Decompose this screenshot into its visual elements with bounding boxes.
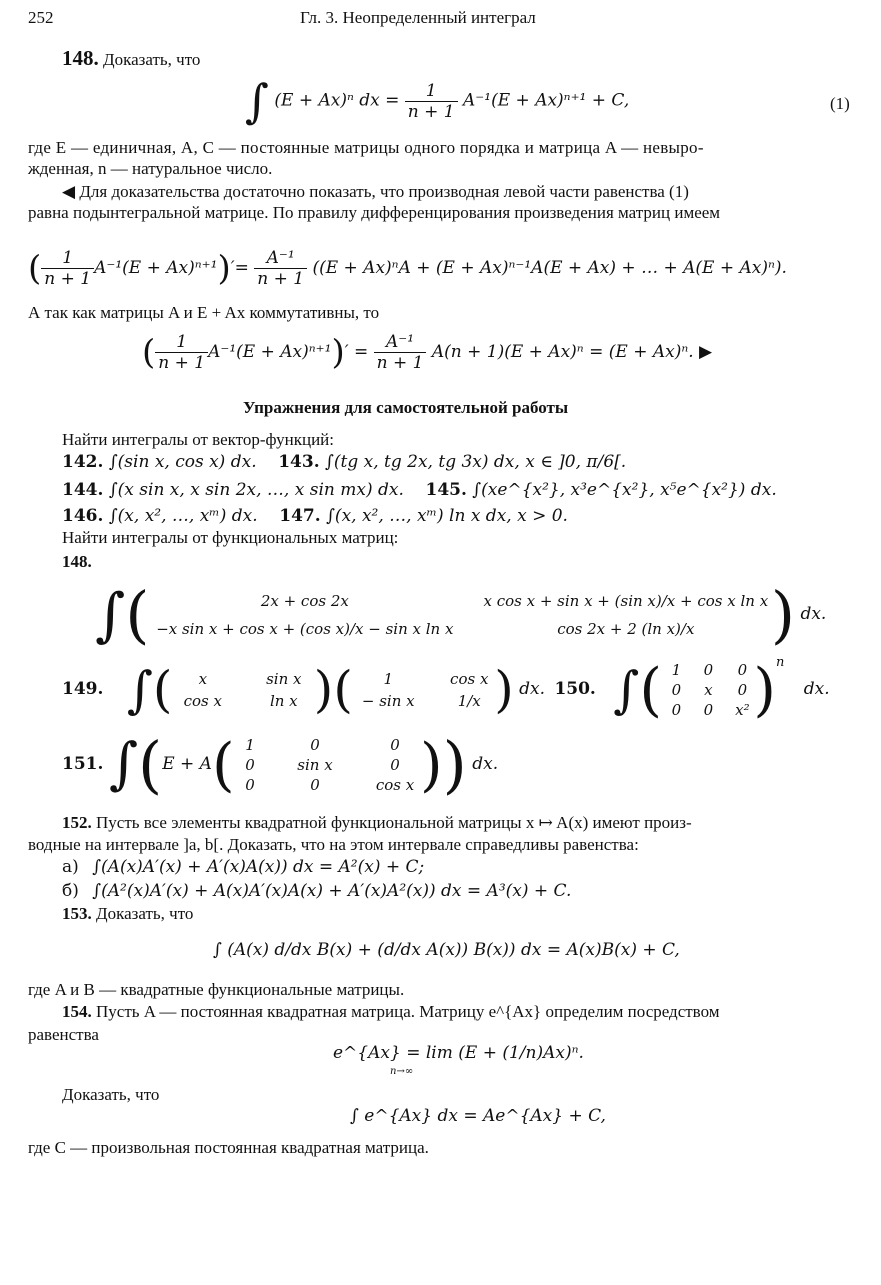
exercise-143: ∫(tg x, tg 2x, tg 3x) dx, x ∈ ]0, π/6[. [325,452,627,472]
problem-number: 154. [62,1002,92,1021]
chapter-title: Гл. 3. Неопределенный интеграл [300,8,536,27]
exercise-number: 150. [554,679,596,699]
equation: ∫(A(x)A′(x) + A′(x)A(x)) dx = A²(x) + C; [92,857,425,877]
where-line-2: жденная, n — натуральное число. [28,159,273,178]
exercise-number: 144. [62,480,104,500]
exercise-number: 146. [62,506,104,526]
problem-152-b [62,881,571,901]
matrix-151 [240,736,420,794]
problem-152-line-2: водные на интервале ]a, b[. Доказать, что на этом интервале справедливы равенства: [28,835,639,854]
matrix-cell: sin x [266,669,302,688]
problem-number: 148. [62,46,99,70]
problem-154-where: где C — произвольная постоянная квадратная матрица. [28,1138,429,1157]
matrix-149b [358,670,494,710]
exercise-148-formula: ∫( 2x + cos 2x x cos x + sin x + (sin x)/x + cos x ln x −x sin x + cos x + (cos x)/x − sin x ln x cos 2x + 2 (ln x)/x ) dx. [95,578,827,651]
exercise-144: ∫(x sin x, x sin 2x, …, x sin mx) dx. [108,480,404,500]
dx-label: dx. [519,679,546,699]
problem-152-a [62,857,424,877]
exercise-147: ∫(x, x², …, xᵐ) ln x dx, x > 0. [326,506,568,526]
exercise-151: 151. ∫(E + A( 1 0 0 0 sin x 0 0 0 cos x )) dx. [62,728,499,801]
matrix-cell: 0 [671,700,682,719]
equation-tag: (1) [830,94,850,113]
exercise-row-144 [62,480,777,500]
dx-label: dx. [472,754,499,774]
item-label: б) [62,881,79,901]
formula-154-def [333,1043,584,1063]
exercise-149-150: 149. ∫( x sin x cos x ln x )( 1 cos x − sin x 1/x ) dx. 150. ∫( 1 0 0 0 x 0 0 0 x² )$^n$ dx. [62,655,830,724]
matrix-cell: 1 [245,735,255,754]
problem-153 [62,904,193,924]
matrix-cell: x cos x + sin x + (sin x)/x + cos x ln x [483,591,769,610]
formula-148 [245,74,630,128]
matrix-cell: 0 [703,700,714,719]
matrix-cell: 0 [245,755,255,774]
exercise-number: 142. [62,452,104,472]
integral-sign: ∫ [245,74,269,128]
exercise-number: 147. [279,506,321,526]
proof-line-1 [62,182,689,202]
matrix-cell: cos 2x + 2 (ln x)/x [557,619,695,638]
matrix-cell: 0 [310,735,320,754]
exercise-148-number: 148. [62,552,92,571]
derivative-rhs: ((E + Ax)ⁿA + (E + Ax)ⁿ⁻¹A(E + Ax) + … + A(E + Ax)ⁿ). [312,258,787,278]
proof-start-icon: ◀ [62,182,76,201]
matrix-cell: sin x [297,755,333,774]
problem-154-line-1 [62,1002,720,1022]
exercise-number: 145. [425,480,467,500]
matrix-cell: 1 [671,660,682,679]
matrix-cell: 1 [383,669,393,688]
matrix-cell: x [198,669,208,688]
matrix-cell: 0 [737,680,748,699]
problem-intro: Доказать, что [103,50,201,69]
problem-text: Пусть все элементы квадратной функциональной матрицы x ↦ A(x) имеют произ- [96,813,692,832]
final-rhs: A(n + 1)(E + Ax)ⁿ = (E + Ax)ⁿ. [431,342,694,362]
exercise-146: ∫(x, x², …, xᵐ) dx. [108,506,258,526]
matrix-cell: cos x [450,669,489,688]
matrix-cell: 2x + cos 2x [260,591,349,610]
proof-line-2: равна подынтегральной матрице. По правилу дифференцирования произведения матриц имеем [28,203,721,222]
problem-148 [62,48,200,70]
exercise-145: ∫(xe^{x²}, x³e^{x²}, x⁵e^{x²}) dx. [472,480,777,500]
proof-end-icon: ▶ [699,342,713,362]
matrix-cell: x [704,680,713,699]
exercises-heading: Упражнения для самостоятельной работы [243,398,569,417]
matrix-150 [667,661,753,719]
matrix-cell: ln x [269,691,298,710]
matrix-cell: 1/x [457,691,481,710]
page-number: 252 [28,8,54,27]
exercise-row-146 [62,506,568,526]
matrix-cell: cos x [375,775,415,794]
matrix-149a [178,670,314,710]
problem-152-line-1 [62,813,692,833]
item-label: а) [62,857,79,877]
exercise-number: 143. [278,452,320,472]
formula-lhs: (E + Ax)ⁿ dx = [274,90,400,111]
fraction [405,81,458,122]
matrix-cell: 0 [703,660,714,679]
matrix-intro: Найти интегралы от функциональных матриц: [62,528,399,547]
fraction-numerator: 1 [405,81,458,102]
exercise-142: ∫(sin x, cos x) dx. [108,452,257,472]
derivative-formula: ( $\frac{1}{n + 1}$ A⁻¹(E + Ax)ⁿ⁺¹)′= $\frac{\text{A⁻¹}}{n + 1}$ ((E + Ax)ⁿA + (E + Ax)ⁿ⁻¹A(E + Ax) + … + A(E + Ax)ⁿ). [28,248,787,289]
problem-154-line-2: равенства [28,1025,99,1044]
problem-number: 153. [62,904,92,923]
matrix-cell: 0 [310,775,320,794]
exercise-row-142 [62,452,626,472]
exercise-number: 151. [62,754,104,774]
vector-intro: Найти интегралы от вектор-функций: [62,430,334,449]
formula-154: ∫ e^{Ax} dx = Ae^{Ax} + C, [350,1106,606,1126]
dx-label: dx. [803,679,830,699]
matrix-cell: cos x [183,691,222,710]
final-formula: ( $\frac{1}{n + 1}$ A⁻¹(E + Ax)ⁿ⁺¹)′ = $\frac{\text{A⁻¹}}{n + 1}$ A(n + 1)(E + Ax)ⁿ = (E + Ax)ⁿ. ▶ [142,332,713,373]
matrix-cell: 0 [737,660,748,679]
matrix-cell: x² [735,700,750,719]
definition: e^{Ax} = lim (E + (1/n)Ax)ⁿ. [333,1043,584,1063]
exercise-number: 149. [62,679,104,699]
problem-text: Пусть A — постоянная квадратная матрица. Матрицу e^{Ax} определим посредством [96,1002,720,1021]
matrix-cell: 0 [390,755,400,774]
matrix-cell: 0 [245,775,255,794]
matrix-cell: − sin x [361,691,415,710]
formula-153: ∫ (A(x) d/dx B(x) + (d/dx A(x)) B(x)) dx = A(x)B(x) + C, [213,940,680,960]
matrix-cell: 0 [390,735,400,754]
problem-number: 152. [62,813,92,832]
problem-153-where: где A и B — квадратные функциональные матрицы. [28,980,405,999]
commute-line: А так как матрицы A и E + Ax коммутативны, то [28,303,380,322]
problem-154-prove: Доказать, что [62,1085,160,1104]
proof-text: Для доказательства достаточно показать, что производная левой части равенства (1) [79,182,689,201]
dx-label: dx. [800,604,827,624]
equation: ∫(A²(x)A′(x) + A(x)A′(x)A(x) + A′(x)A²(x)) dx = A³(x) + C. [92,881,572,901]
limit-subscript: n→∞ [390,1066,414,1077]
matrix-cell: 0 [671,680,682,699]
matrix-148 [155,592,771,638]
problem-text: Доказать, что [96,904,194,923]
fraction-denominator: n + 1 [407,101,455,122]
formula-rhs: A⁻¹(E + Ax)ⁿ⁺¹ + C, [463,90,630,111]
where-line-1: где E — единичная, A, C — постоянные матрицы одного порядка и матрица A — невыро- [28,138,704,157]
matrix-cell: −x sin x + cos x + (cos x)/x − sin x ln x [156,619,454,638]
